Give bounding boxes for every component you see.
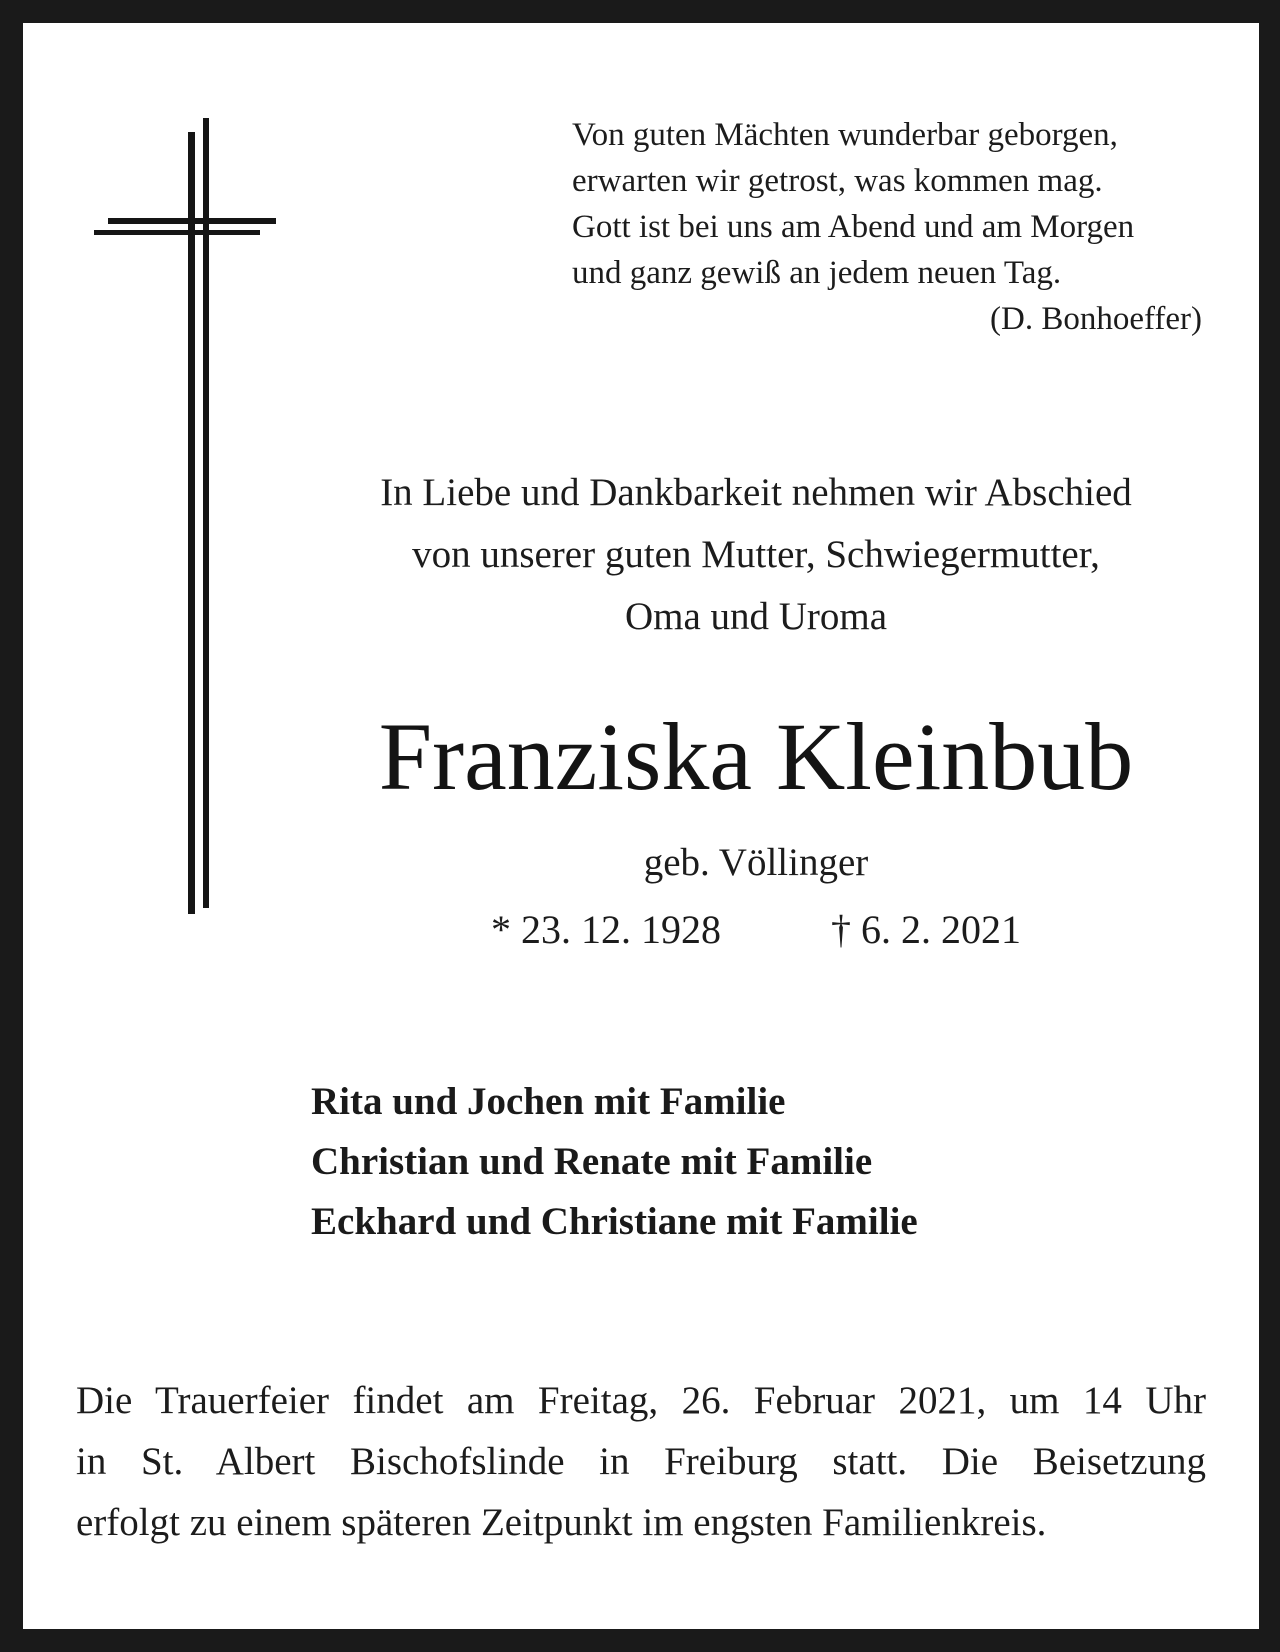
intro-line: Oma und Uroma (624, 595, 888, 638)
bonhoeffer-poem (572, 112, 1208, 342)
mourner-line: Eckhard und Christiane mit Familie (311, 1200, 918, 1243)
intro-line: von unserer guten Mutter, Schwiegermutter, (412, 533, 1100, 576)
mourner-line: Rita und Jochen mit Familie (311, 1080, 786, 1123)
poem-author: (D. Bonhoeffer) (990, 301, 1202, 337)
birth-date: * 23. 12. 1928 (491, 907, 721, 952)
funeral-notice (76, 1370, 1206, 1553)
poem-line: erwarten wir getrost, was kommen mag. (572, 163, 1103, 199)
intro-line: In Liebe und Dankbarkeit nehmen wir Abschied (380, 471, 1132, 514)
farewell-intro (250, 462, 1262, 648)
poem-line: und ganz gewiß an jedem neuen Tag. (572, 255, 1062, 291)
mourners-list (311, 1072, 1211, 1252)
deceased-name: Franziska Kleinbub (378, 703, 1134, 810)
life-dates (250, 904, 1262, 956)
poem-line: Gott ist bei uns am Abend und am Morgen (572, 209, 1135, 245)
notice-line: Die Trauerfeier findet am Freitag, 26. Februar 2021, um 14 Uhr (76, 1379, 1206, 1422)
notice-line: in St. Albert Bischofslinde in Freiburg statt. Die Beisetzung (76, 1440, 1206, 1483)
maiden-name: geb. Völlinger (643, 841, 869, 884)
poem-line: Von guten Mächten wunderbar geborgen, (572, 117, 1118, 153)
mourner-line: Christian und Renate mit Familie (311, 1140, 873, 1183)
notice-line: erfolgt zu einem späteren Zeitpunkt im engsten Familienkreis. (76, 1501, 1047, 1544)
death-date: † 6. 2. 2021 (831, 907, 1021, 952)
